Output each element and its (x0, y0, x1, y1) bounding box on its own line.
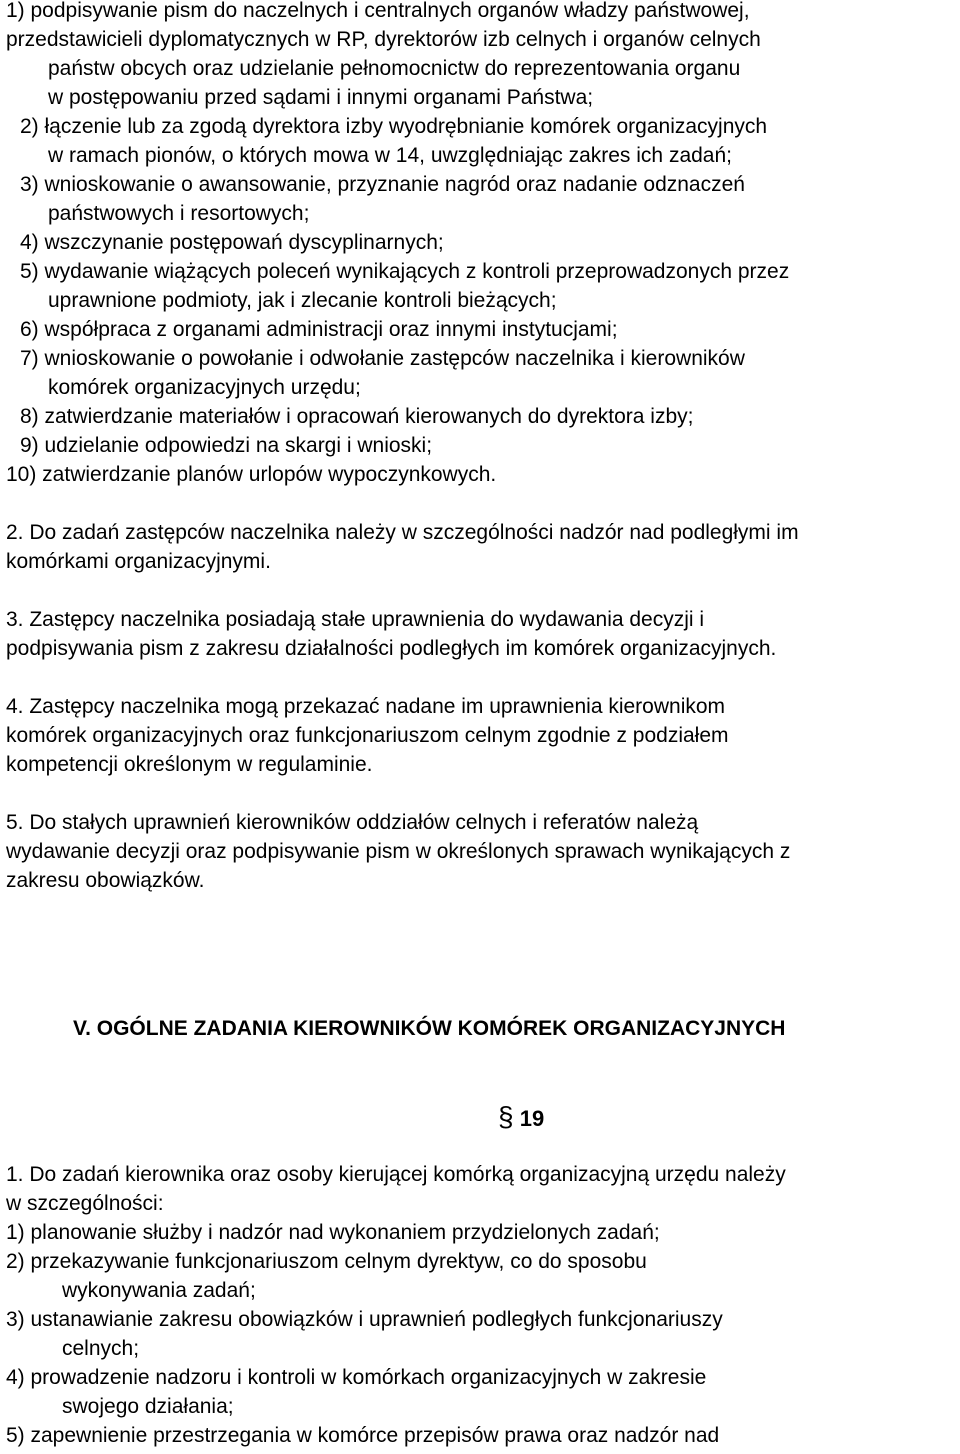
list-item: 10) zatwierdzanie planów urlopów wypoczynkowych. (6, 463, 497, 486)
section-heading: V. OGÓLNE ZADANIA KIEROWNIKÓW KOMÓREK ORGANIZACYJNYCH (73, 1017, 786, 1040)
list-item-continuation: przedstawicieli dyplomatycznych w RP, dyrektorów izb celnych i organów celnych (6, 28, 761, 51)
paragraph-line: zakresu obowiązków. (6, 869, 205, 892)
list-item-continuation: państwowych i resortowych; (48, 202, 310, 225)
list-item: 2) łączenie lub za zgodą dyrektora izby wyodrębnianie komórek organizacyjnych (20, 115, 768, 138)
paragraph-line: 3. Zastępcy naczelnika posiadają stałe uprawnienia do wydawania decyzji i (6, 608, 705, 631)
paragraph-line: 1. Do zadań kierownika oraz osoby kierującej komórką organizacyjną urzędu należy (6, 1163, 786, 1186)
list-item-continuation: w ramach pionów, o których mowa w 14, uwzględniając zakres ich zadań; (48, 144, 732, 167)
list-item: 5) wydawanie wiążących poleceń wynikających z kontroli przeprowadzonych przez (20, 260, 790, 283)
list-item-continuation: państw obcych oraz udzielanie pełnomocnictw do reprezentowania organu (48, 57, 741, 80)
paragraph-line: 2. Do zadań zastępców naczelnika należy w szczególności nadzór nad podległymi im (6, 521, 799, 544)
paragraph-line: kompetencji określonym w regulaminie. (6, 753, 373, 776)
section-mark (498, 1103, 544, 1133)
list-item: 7) wnioskowanie o powołanie i odwołanie zastępców naczelnika i kierowników (20, 347, 745, 370)
list-item: 9) udzielanie odpowiedzi na skargi i wnioski; (20, 434, 433, 457)
paragraph-line: 4. Zastępcy naczelnika mogą przekazać nadane im uprawnienia kierownikom (6, 695, 726, 718)
list-item-continuation: wykonywania zadań; (62, 1279, 256, 1302)
section-symbol: § (498, 1101, 514, 1132)
list-item-continuation: celnych; (62, 1337, 140, 1360)
paragraph-line: komórkami organizacyjnymi. (6, 550, 271, 573)
list-item-continuation: komórek organizacyjnych urzędu; (48, 376, 361, 399)
paragraph-line: 5. Do stałych uprawnień kierowników oddziałów celnych i referatów należą (6, 811, 699, 834)
paragraph-line: podpisywania pism z zakresu działalności podległych im komórek organizacyjnych. (6, 637, 777, 660)
list-item: 2) przekazywanie funkcjonariuszom celnym dyrektyw, co do sposobu (6, 1250, 647, 1273)
list-item: 4) prowadzenie nadzoru i kontroli w komórkach organizacyjnych w zakresie (6, 1366, 707, 1389)
list-item: 3) wnioskowanie o awansowanie, przyznanie nagród oraz nadanie odznaczeń (20, 173, 745, 196)
list-item: 8) zatwierdzanie materiałów i opracowań kierowanych do dyrektora izby; (20, 405, 694, 428)
paragraph-line: w szczególności: (6, 1192, 164, 1215)
list-item: 3) ustanawianie zakresu obowiązków i uprawnień podległych funkcjonariuszy (6, 1308, 723, 1331)
section-number: 19 (519, 1106, 545, 1131)
list-item: 1) podpisywanie pism do naczelnych i centralnych organów władzy państwowej, (6, 0, 750, 22)
list-item: 5) zapewnienie przestrzegania w komórce przepisów prawa oraz nadzór nad (6, 1424, 720, 1447)
list-item-continuation: swojego działania; (62, 1395, 234, 1418)
list-item-continuation: uprawnione podmioty, jak i zlecanie kontroli bieżących; (48, 289, 557, 312)
list-item: 1) planowanie służby i nadzór nad wykonaniem przydzielonych zadań; (6, 1221, 660, 1244)
list-item: 4) wszczynanie postępowań dyscyplinarnych; (20, 231, 444, 254)
list-item: 6) współpraca z organami administracji oraz innymi instytucjami; (20, 318, 618, 341)
list-item-continuation: w postępowaniu przed sądami i innymi organami Państwa; (48, 86, 594, 109)
paragraph-line: komórek organizacyjnych oraz funkcjonariuszom celnym zgodnie z podziałem (6, 724, 729, 747)
paragraph-line: wydawanie decyzji oraz podpisywanie pism w określonych sprawach wynikających z (6, 840, 791, 863)
